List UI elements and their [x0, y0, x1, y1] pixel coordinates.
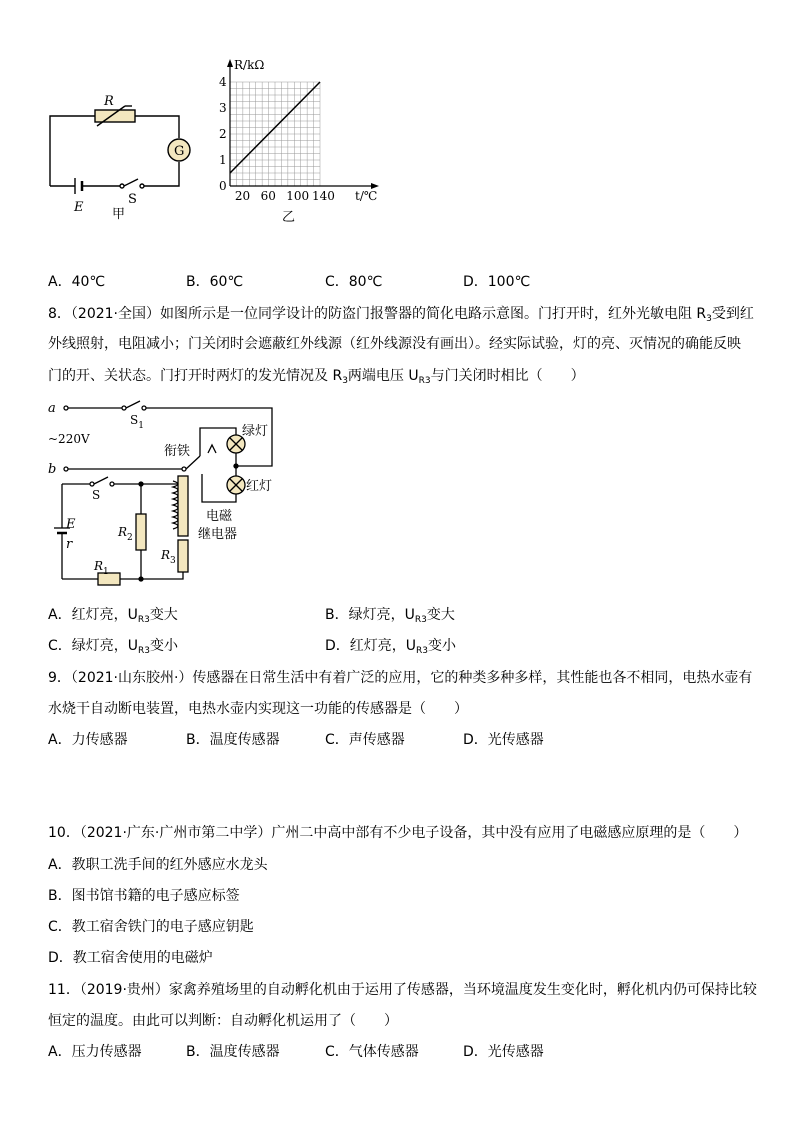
- q8-line1-end: 受到红: [711, 306, 754, 322]
- label-s1-sub: 1: [138, 421, 144, 431]
- q8-option-a-text: A．红灯亮，U: [48, 607, 138, 623]
- q11-option-b[interactable]: B．温度传感器: [186, 1044, 280, 1060]
- label-s1: [130, 413, 144, 431]
- relay-label-2: 继电器: [198, 527, 238, 542]
- q8-stem-line1: [48, 304, 754, 329]
- y-tick-label: 0: [219, 179, 227, 193]
- green-lamp-label: 绿灯: [242, 424, 269, 439]
- q7-option-c[interactable]: C．80℃: [325, 274, 383, 290]
- label-r3-main: R: [161, 548, 171, 562]
- armature-label: 衔铁: [164, 444, 191, 459]
- q9-option-b[interactable]: B．温度传感器: [186, 732, 280, 748]
- q8-option-d-end: 变小: [428, 638, 457, 654]
- q8-line3b: 两端电压 U: [347, 368, 419, 384]
- q8-option-b[interactable]: [325, 605, 455, 630]
- q8-option-d-text: D．红灯亮，U: [325, 638, 417, 654]
- circuit-diagram-jia: [40, 90, 200, 225]
- label-s1-main: S: [130, 413, 139, 427]
- q8-option-d-sub: R3: [416, 646, 429, 656]
- label-r1-sub: 1: [103, 567, 109, 577]
- alarm-circuit-diagram: [40, 396, 300, 591]
- chart-axes: [227, 59, 379, 189]
- q8-line3-sub: 3: [342, 376, 348, 386]
- q8-option-c[interactable]: [48, 636, 178, 661]
- caption-yi: 乙: [282, 210, 296, 225]
- y-tick-label: 4: [219, 75, 227, 89]
- q7-option-d[interactable]: D．100℃: [463, 274, 531, 290]
- q8-option-c-text: C．绿灯亮，U: [48, 638, 139, 654]
- label-r: r: [66, 537, 73, 552]
- chart-r-vs-t: [210, 55, 390, 235]
- terminal-b: b: [48, 462, 57, 477]
- q8-option-b-text: B．绿灯亮，U: [325, 607, 415, 623]
- x-tick-label: 100: [286, 189, 310, 203]
- label-G: G: [174, 144, 185, 159]
- q8-line1-sub: 3: [706, 314, 712, 324]
- q8-line1-text: 8．（2021·全国）如图所示是一位同学设计的防盗门报警器的简化电路示意图。门打开时，红外光敏电阻 R: [48, 306, 707, 322]
- q11-option-a[interactable]: A．压力传感器: [48, 1044, 142, 1060]
- q11-stem-line1: 11．（2019·贵州）家禽养殖场里的自动孵化机由于运用了传感器，当环境温度发生变化时，孵化机内仍可保持比较: [48, 982, 757, 998]
- q9-option-c[interactable]: C．声传感器: [325, 732, 405, 748]
- q8-option-c-sub: R3: [138, 646, 151, 656]
- q11-option-c[interactable]: C．气体传感器: [325, 1044, 419, 1060]
- q8-stem-line3: [48, 366, 585, 391]
- label-r2: [117, 525, 133, 543]
- q7-option-a[interactable]: A．40℃: [48, 274, 106, 290]
- y-tick-label: 2: [219, 127, 227, 141]
- q10-option-c[interactable]: C．教工宿舍铁门的电子感应钥匙: [48, 919, 254, 935]
- label-r3-sub: 3: [170, 556, 176, 566]
- relay-label-1: 电磁: [206, 509, 233, 524]
- q8-option-a-end: 变大: [149, 607, 178, 623]
- q8-line3c: 与门关闭时相比（ ）: [430, 368, 585, 384]
- q8-option-c-end: 变小: [150, 638, 179, 654]
- switch-s-label: S: [92, 488, 101, 502]
- q7-option-b[interactable]: B．60℃: [186, 274, 244, 290]
- label-e: E: [66, 517, 76, 532]
- y-axis-arrow: [227, 59, 233, 67]
- x-tick-label: 20: [234, 189, 251, 203]
- q10-option-d[interactable]: D．教工宿舍使用的电磁炉: [48, 950, 213, 966]
- terminal-a: a: [48, 401, 56, 416]
- label-r2-sub: 2: [127, 533, 133, 543]
- q9-stem-line1: 9．（2021·山东胶州·）传感器在日常生活中有着广泛的应用，它的种类多种多样，其性能也各不相同，电热水壶有: [48, 670, 753, 686]
- q9-stem-line2: 水烧干自动断电装置，电热水壶内实现这一功能的传感器是（ ）: [48, 701, 468, 717]
- x-tick-label: 140: [312, 189, 335, 203]
- chart-xlabel: t/℃: [355, 189, 378, 203]
- x-tick-label: 60: [260, 189, 276, 203]
- chart-ylabel: R/kΩ: [234, 58, 265, 72]
- q9-option-a[interactable]: A．力传感器: [48, 732, 128, 748]
- q11-stem-line2: 恒定的温度。由此可以判断：自动孵化机运用了（ ）: [48, 1013, 398, 1029]
- q8-stem-line2: 外线照射，电阻减小；门关闭时会遮蔽红外线源（红外线源没有画出）。经实际试验，灯的亮、灭情况的确能反映: [48, 336, 741, 352]
- label-r3: [160, 548, 176, 566]
- q9-option-d[interactable]: D．光传感器: [463, 732, 544, 748]
- q8-option-d[interactable]: [325, 636, 456, 661]
- label-R: R: [104, 94, 114, 109]
- q8-option-b-end: 变大: [426, 607, 455, 623]
- label-r2-main: R: [118, 525, 128, 539]
- q10-option-b[interactable]: B．图书馆书籍的电子感应标签: [48, 888, 240, 904]
- q10-stem: 10．（2021·广东·广州市第二中学）广州二中高中部有不少电子设备，其中没有应用了电磁感应原理的是（ ）: [48, 825, 748, 841]
- caption-jia: 甲: [112, 207, 126, 222]
- q8-line3a: 门的开、关状态。门打开时两灯的发光情况及 R: [48, 368, 343, 384]
- red-lamp-label: 红灯: [246, 479, 273, 494]
- q8-line3-sub2: R3: [418, 376, 431, 386]
- y-tick-label: 1: [219, 153, 227, 167]
- label-S: S: [128, 192, 137, 207]
- label-E: E: [74, 200, 84, 215]
- voltage-label: ~220V: [48, 432, 90, 446]
- q8-option-a-sub: R3: [137, 615, 150, 625]
- y-tick-label: 3: [219, 101, 227, 115]
- label-r1-main: R: [94, 559, 104, 573]
- chart-grid: [230, 82, 320, 186]
- q10-option-a[interactable]: A．教职工洗手间的红外感应水龙头: [48, 857, 268, 873]
- q11-option-d[interactable]: D．光传感器: [463, 1044, 544, 1060]
- q8-option-b-sub: R3: [414, 615, 427, 625]
- q8-option-a[interactable]: [48, 605, 178, 630]
